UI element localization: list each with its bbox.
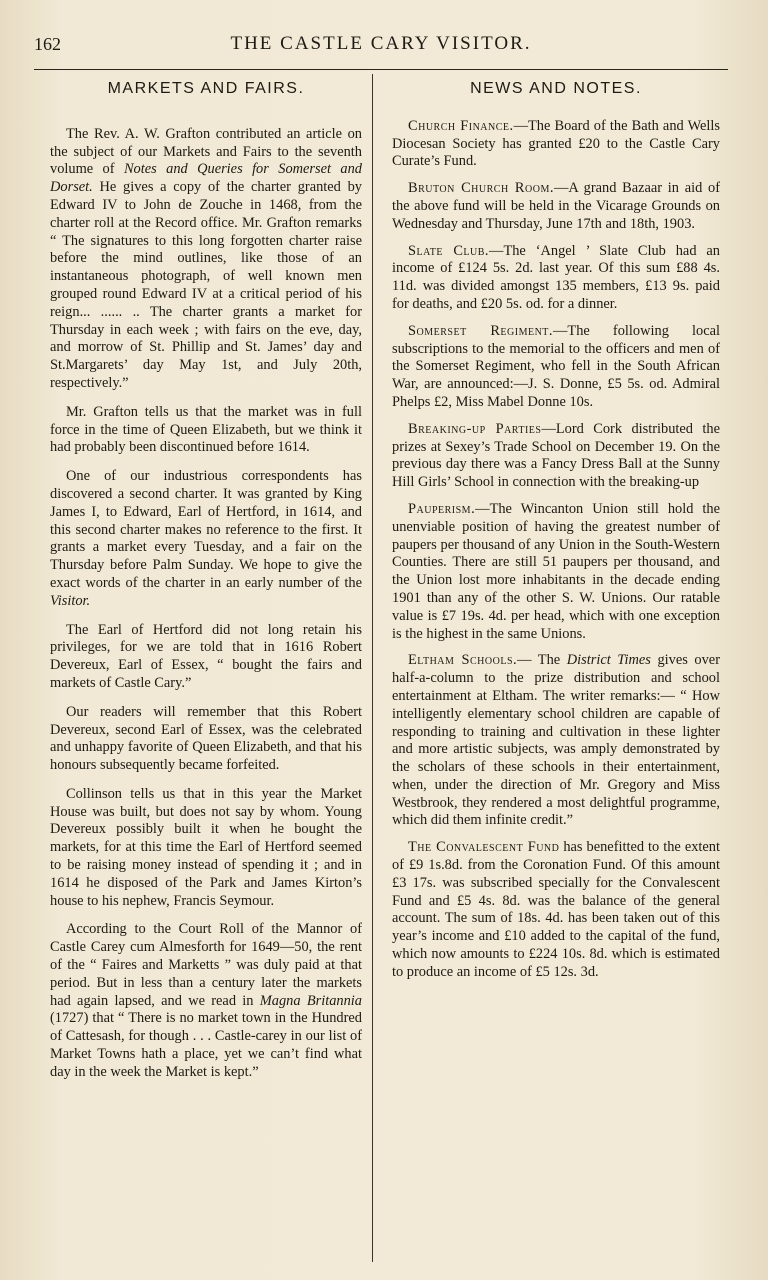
news-item-text: gives over half-a-column to the prize distribution and school entertainment at Eltham. The writer remarks:— “ How intelligently elementary school children are capable of responding to training and cultivation in these lighter and more artistic subjects, was amply demonstrated by the scholars of these schools in their entertainment, when, under the direction of Mr. Gregory and Miss Westbrook, they rendered a most delightful programme, which did them infinite credit.” <box>392 652 720 829</box>
news-item <box>392 421 720 492</box>
text-run: (1727) that “ There is no market town in the Hundred of Cattesash, for though . . . Castle-carey in our list of Market Towns hath a place, yet we can’t find what day in the week the Market is kept.” <box>50 1010 362 1080</box>
article-paragraph <box>50 126 362 393</box>
news-item-text: —A grand Bazaar in aid of the above fund will be held in the Vicarage Grounds on Wednesday and Thursday, June 17th and 18th, 1903. <box>392 180 720 232</box>
news-item-lead: Bruton Church Room. <box>408 180 554 197</box>
news-item <box>392 118 720 171</box>
column-divider <box>372 74 373 1262</box>
header-rule <box>34 69 728 70</box>
news-item <box>392 180 720 233</box>
page-number: 162 <box>34 34 61 54</box>
text-run: One of our industrious correspondents has discovered a second charter. It was granted by King James I, to Edward, Earl of Hertford, in 1614, and this second charter makes no reference to the first. It grants a market every Tuesday, and a fair on the Thursday before Palm Sunday. We hope to give the exact words of the charter in an early number of the <box>50 468 362 591</box>
article-paragraph: The Earl of Hertford did not long retain his privileges, for we are told that in 1616 Robert Devereux, Earl of Essex, “ bought the fairs and markets of Castle Cary.” <box>50 621 362 691</box>
news-item-text: —The following local subscriptions to the memorial to the officers and men of the Somerset Regiment, who fell in the South African War, are announced:—J. S. Donne, £5 5s. od. Admiral Phelps £2, Miss Mabel Donne 10s. <box>392 322 720 410</box>
page-header <box>34 30 728 56</box>
text-run: He gives a copy of the charter granted by Edward IV to John de Zouche in 1468, from the charter roll at the Record office. Mr. Grafton remarks “ The signatures to this long forgotten charter raise before the mind outlines, like those of an instantaneous photograph, of well known men grouped round Edward IV at a critical period of his reign... ...... .. The charter grants a market for Thursday in each week ; with fairs on the eve, day, and morrow of St. Phillip and St. James’ day and St.Margarets’ day May 1st, and July 20th, respectively.” <box>50 179 362 391</box>
book-title: Magna Britannia <box>259 992 362 1009</box>
news-item-text: —The Board of the Bath and Wells Diocesan Society has granted £20 to the Castle Cary Curate’s Fund. <box>392 117 720 170</box>
news-and-notes-column <box>392 80 720 1260</box>
news-item <box>392 652 720 830</box>
markets-and-fairs-column <box>50 80 362 1260</box>
publication-title: Visitor. <box>50 592 91 609</box>
article-paragraph <box>50 921 362 1081</box>
article-paragraph: Our readers will remember that this Robert Devereux, second Earl of Essex, was the celebrated and unhappy favorite of Queen Elizabeth, and that his honours subsequently became forfeited. <box>50 703 362 774</box>
news-item-text: — The <box>517 652 567 669</box>
news-item-text: —Lord Cork distributed the prizes at Sexey’s Trade School on December 19. On the previous day there was a Fancy Dress Ball at the Sunny Hill Girls’ School in connection with the breaking-up <box>392 420 720 491</box>
news-heading: NEWS AND NOTES. <box>470 80 642 97</box>
news-item-lead: Church Finance. <box>408 117 514 134</box>
news-item <box>392 323 720 412</box>
journal-title: Notes and Queries for Somerset and Dorset. <box>50 161 362 196</box>
news-item-lead: Breaking-up Parties <box>408 420 542 437</box>
article-paragraph: Mr. Grafton tells us that the market was in full force in the time of Queen Elizabeth, but we think it had probably been discontinued before 1614. <box>50 403 362 456</box>
news-item-lead: The Convalescent Fund <box>408 839 560 856</box>
running-title: THE CASTLE CARY VISITOR. <box>230 33 532 54</box>
news-item <box>392 501 720 643</box>
news-item <box>392 839 720 981</box>
text-run: According to the Court Roll of the Mannor of Castle Carey cum Almesforth for 1649—50, the rent of the “ Faires and Marketts ” was duly paid at that period. But in less than a century later the markets had again lapsed, and we read in <box>50 921 362 1009</box>
news-item-lead: Somerset Regiment. <box>408 322 554 339</box>
news-item-lead: Slate Club. <box>408 242 490 259</box>
article-paragraph <box>50 468 362 610</box>
article-paragraph: Collinson tells us that in this year the Market House was built, but does not say by whom. Young Devereux possibly built it when he bought the markets, for at this time the Earl of Hertford seemed to be raising money instead of spending it ; and in 1614 he disposed of the Park and James Kirton’s house to his nephew, Francis Seymour. <box>50 785 362 909</box>
news-item-text: —The ‘Angel ’ Slate Club had an income of £124 5s. 2d. last year. Of this sum £88 4s. 11d. was divided amongst 135 members, £13 9s. paid for deaths, and £20 5s. od. for a dinner. <box>392 242 720 312</box>
text-run: The Rev. A. W. Grafton contributed an article on the subject of our Markets and Fairs to the seventh volume of <box>50 125 362 178</box>
news-item-text: has benefitted to the extent of £9 1s.8d. from the Coronation Fund. Of this amount £3 17s. was subscribed specially for the Convalescent Fund and £5 4s. 8d. was the balance of the general account. The sum of 18s. 4d. has been taken out of this year’s income and £10 added to the capital of the fund, which now amounts to £224 10s. 8d. which is estimated to produce an income of £5 12s. 3d. <box>392 839 720 980</box>
news-item <box>392 243 720 314</box>
news-item-text: —The Wincanton Union still hold the unenviable position of having the greatest number of paupers per thousand of any Union in the South-Western Counties. There are still 51 paupers per thousand, and the Union lost more inhabitants in the decade ending 1901 than any of the other S. W. Unions. Our ratable value is £7 19s. 4d. per head, which with one exception is the highest in the same Unions. <box>392 500 720 642</box>
news-item-lead: Pauperism. <box>408 500 476 517</box>
markets-heading: MARKETS AND FAIRS. <box>107 80 305 97</box>
news-item-lead: Eltham Schools. <box>408 652 518 669</box>
newspaper-title: District Times <box>566 652 651 669</box>
